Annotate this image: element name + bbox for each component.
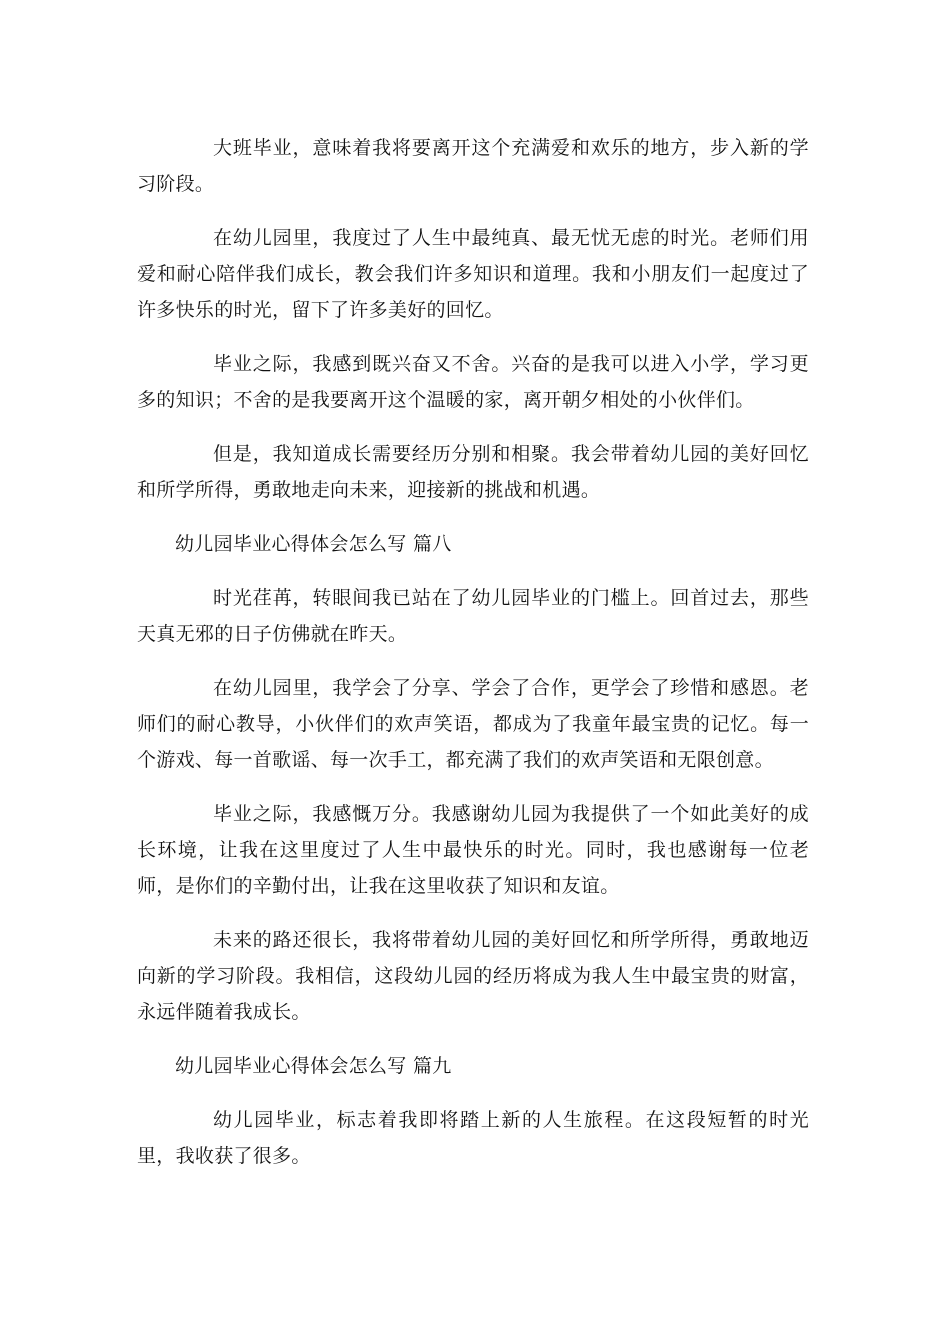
paragraph-8: 未来的路还很长，我将带着幼儿园的美好回忆和所学所得，勇敢地迈向新的学习阶段。我相信，这段幼儿园的经历将成为我人生中最宝贵的财富，永远伴随着我成长。 (137, 929, 809, 1023)
paragraph-1: 大班毕业，意味着我将要离开这个充满爱和欢乐的地方，步入新的学习阶段。 (137, 137, 809, 195)
paragraph-2: 在幼儿园里，我度过了人生中最纯真、最无忧无虑的时光。老师们用爱和耐心陪伴我们成长，教会我们许多知识和道理。我和小朋友们一起度过了许多快乐的时光，留下了许多美好的回忆。 (137, 227, 809, 321)
section-heading-9: 幼儿园毕业心得体会怎么写 篇九 (175, 1055, 452, 1077)
paragraph-3: 毕业之际，我感到既兴奋又不舍。兴奋的是我可以进入小学，学习更多的知识；不舍的是我要离开这个温暖的家，离开朝夕相处的小伙伴们。 (137, 353, 809, 411)
paragraph-5: 时光荏苒，转眼间我已站在了幼儿园毕业的门槛上。回首过去，那些天真无邪的日子仿佛就在昨天。 (137, 587, 809, 645)
paragraph-4: 但是，我知道成长需要经历分别和相聚。我会带着幼儿园的美好回忆和所学所得，勇敢地走向未来，迎接新的挑战和机遇。 (137, 443, 809, 501)
section-heading-8: 幼儿园毕业心得体会怎么写 篇八 (175, 533, 452, 555)
paragraph-6: 在幼儿园里，我学会了分享、学会了合作，更学会了珍惜和感恩。老师们的耐心教导，小伙伴们的欢声笑语，都成为了我童年最宝贵的记忆。每一个游戏、每一首歌谣、每一次手工，都充满了我们的欢声笑语和无限创意。 (137, 677, 809, 771)
paragraph-7: 毕业之际，我感慨万分。我感谢幼儿园为我提供了一个如此美好的成长环境，让我在这里度过了人生中最快乐的时光。同时，我也感谢每一位老师，是你们的辛勤付出，让我在这里收获了知识和友谊。 (137, 803, 809, 897)
paragraph-9: 幼儿园毕业，标志着我即将踏上新的人生旅程。在这段短暂的时光里，我收获了很多。 (137, 1109, 809, 1167)
document-body (137, 130, 809, 1174)
